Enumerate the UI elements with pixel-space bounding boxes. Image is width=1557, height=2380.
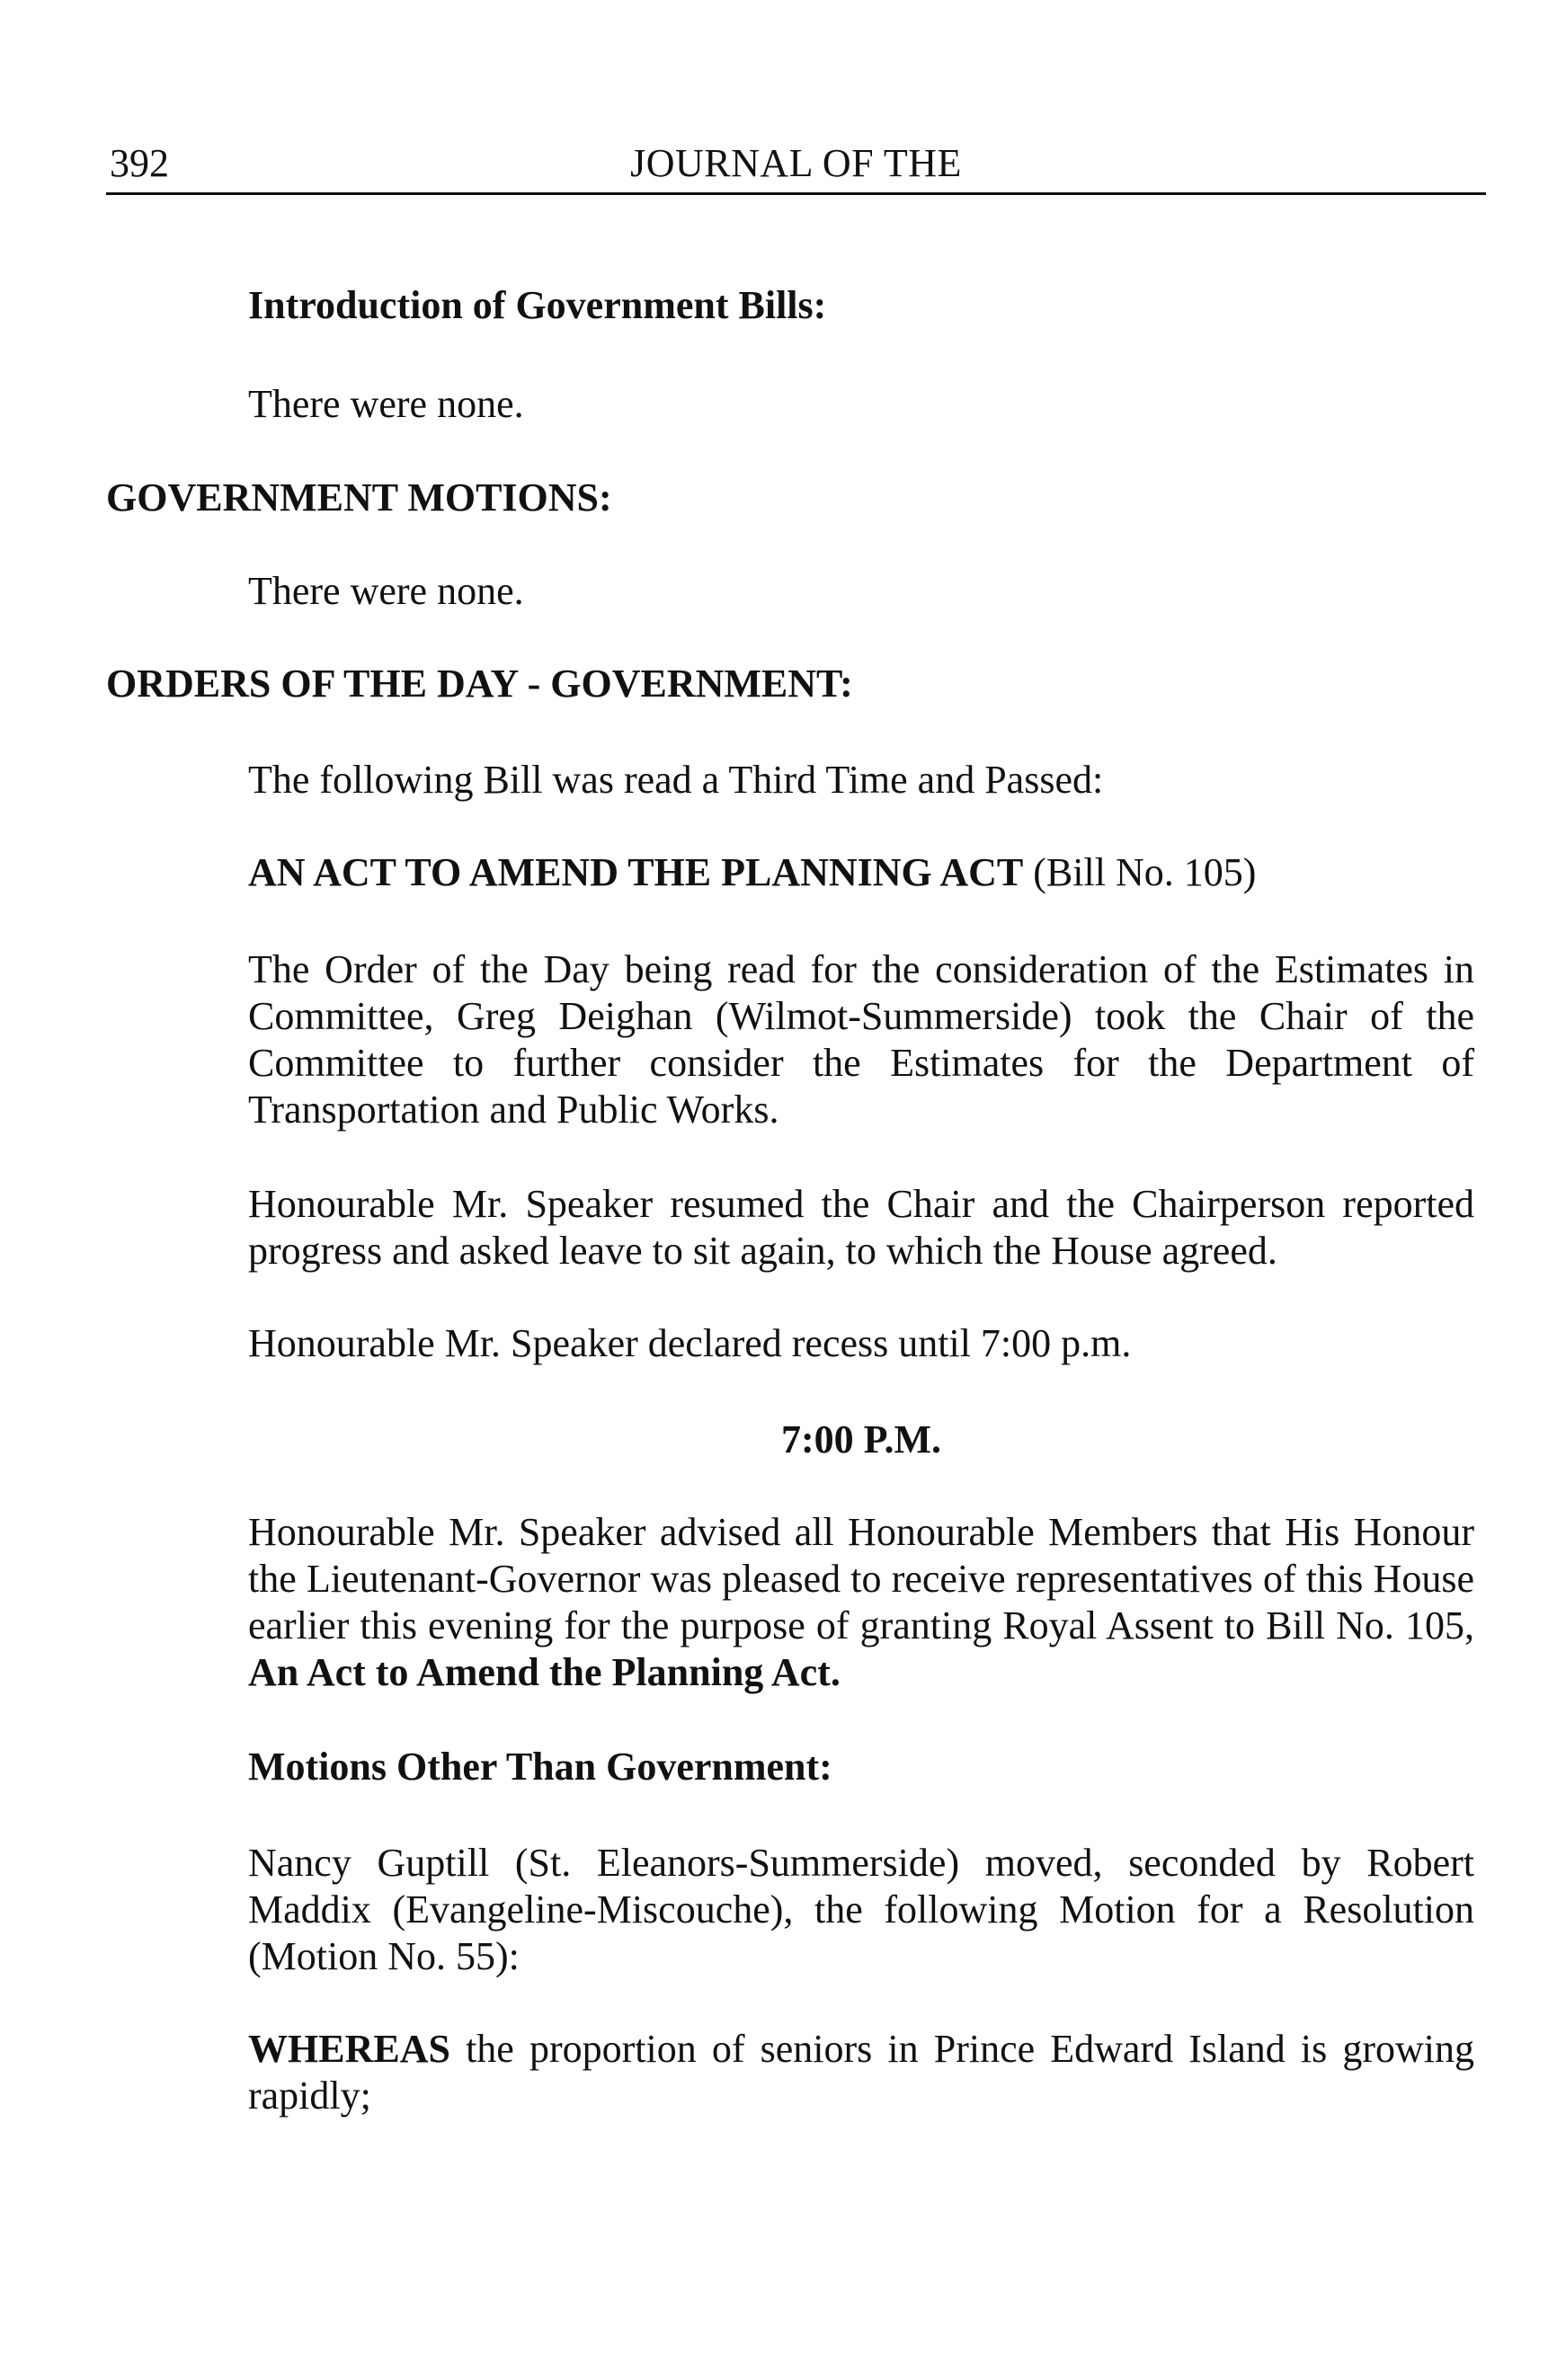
third-reading-statement: The following Bill was read a Third Time and Passed: <box>248 758 1104 802</box>
whereas-text: the proportion of seniors in Prince Edward Island is growing rapidly; <box>248 2027 1474 2118</box>
speaker-resumed-paragraph: Honourable Mr. Speaker resumed the Chair and the Chairperson reported progress and asked leave to sit again, to which the House agreed. <box>248 1182 1474 1273</box>
royal-assent-act-title: An Act to Amend the Planning Act. <box>248 1650 841 1694</box>
bill-title: AN ACT TO AMEND THE PLANNING ACT <box>248 850 1024 894</box>
page-number: 392 <box>110 141 169 185</box>
running-title: JOURNAL OF THE <box>630 141 962 185</box>
bill-line <box>248 849 1474 896</box>
evening-time-heading: 7:00 P.M. <box>780 1417 942 1461</box>
government-motions-none: There were none. <box>248 569 524 613</box>
whereas-keyword: WHEREAS <box>248 2027 450 2071</box>
royal-assent-paragraph <box>248 1509 1474 1696</box>
recess-paragraph: Honourable Mr. Speaker declared recess until 7:00 p.m. <box>248 1321 1132 1365</box>
intro-bills-heading: Introduction of Government Bills: <box>248 283 827 327</box>
bill-number: (Bill No. 105) <box>1023 850 1257 894</box>
motion-paragraph: Nancy Guptill (St. Eleanors-Summerside) moved, seconded by Robert Maddix (Evangeline-Miscouche), the following Motion for a Resolution (Motion No. 55): <box>248 1841 1474 1978</box>
orders-of-the-day-heading: ORDERS OF THE DAY - GOVERNMENT: <box>106 662 853 706</box>
page-header <box>106 135 1486 195</box>
royal-assent-text: Honourable Mr. Speaker advised all Honourable Members that His Honour the Lieutenant-Governor was pleased to receive representatives of this House earlier this evening for the purpose of granting Royal Assent to Bill No. 105, <box>248 1510 1474 1647</box>
motions-other-than-government-heading: Motions Other Than Government: <box>248 1745 832 1789</box>
intro-bills-none: There were none. <box>248 382 524 426</box>
committee-paragraph: The Order of the Day being read for the consideration of the Estimates in Committee, Greg Deighan (Wilmot-Summerside) took the Chair of the Committee to further consider the Estimates for the Department of Transportation and Public Works. <box>248 947 1474 1132</box>
whereas-paragraph <box>248 2026 1474 2119</box>
government-motions-heading: GOVERNMENT MOTIONS: <box>106 475 612 520</box>
